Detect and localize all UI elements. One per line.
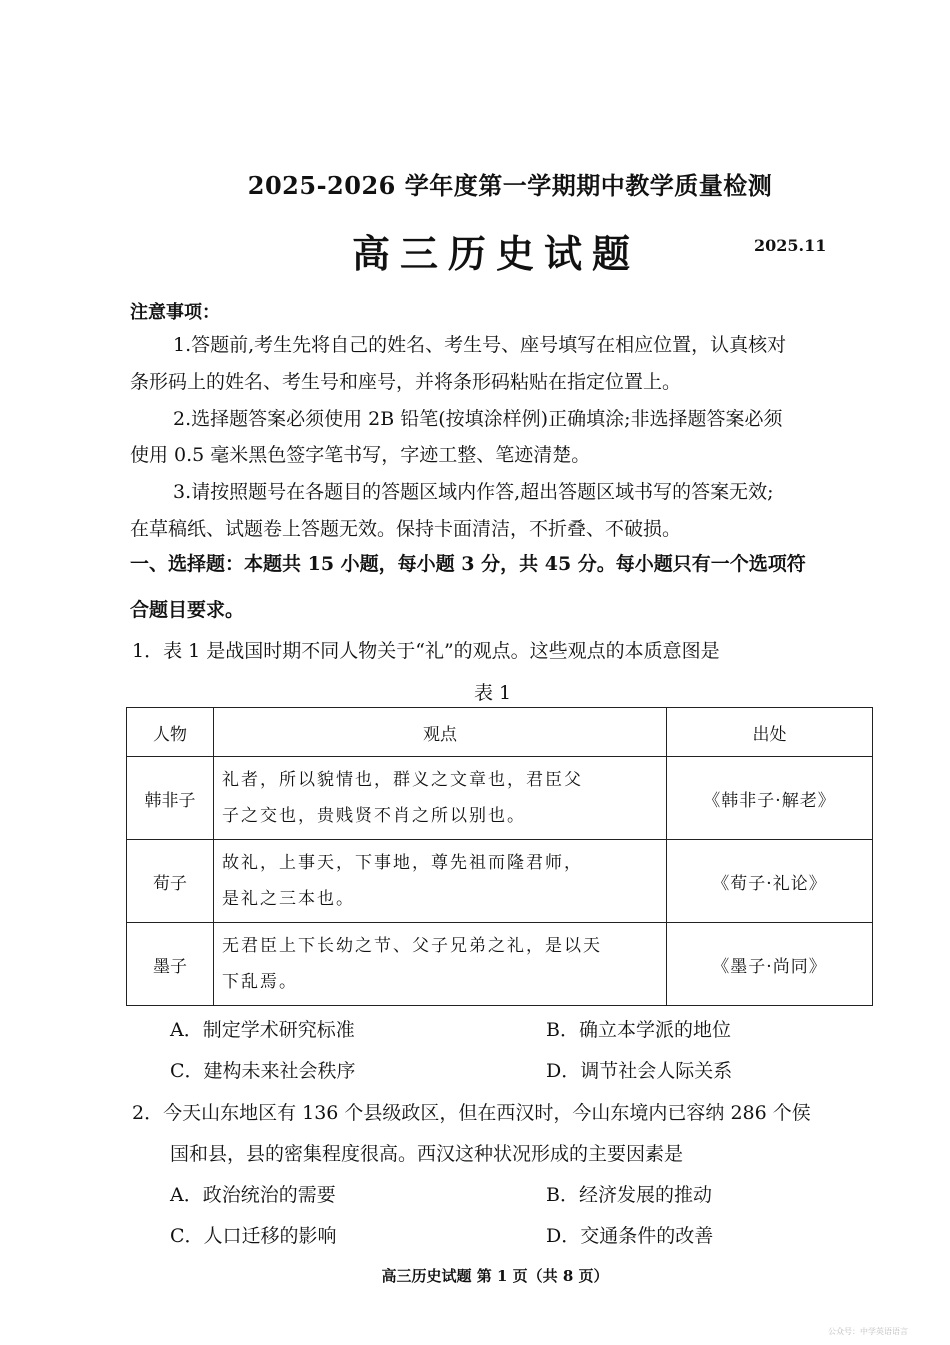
q2-option-a: A．政治统治的需要 [170, 1184, 336, 1206]
view-line: 故礼，上事天，下事地，尊先祖而隆君师， [222, 853, 583, 873]
exam-title: 2025-2026 学年度第一学期期中教学质量检测 [247, 171, 773, 200]
section-heading: 一、选择题：本题共 15 小题，每小题 3 分，共 45 分。每小题只有一个选项符 [130, 553, 806, 575]
q1-option-d: D．调节社会人际关系 [546, 1060, 733, 1082]
cell-person: 墨子 [127, 923, 214, 1006]
question-2-stem: 2．今天山东地区有 136 个县级政区，但在西汉时，今山东境内已容纳 286 个侯 [132, 1102, 811, 1124]
cell-person: 荀子 [127, 840, 214, 923]
notice-line: 使用 0.5 毫米黑色签字笔书写，字迹工整、笔迹清楚。 [130, 444, 591, 466]
exam-date: 2025.11 [754, 236, 827, 255]
notice-line: 条形码上的姓名、考生号和座号，并将条形码粘贴在指定位置上。 [130, 371, 682, 393]
header-person: 人物 [127, 708, 214, 757]
notice-heading: 注意事项： [130, 302, 220, 323]
subject-title: 高三历史试题 [351, 231, 640, 276]
notice-line: 2.选择题答案必须使用 2B 铅笔(按填涂样例)正确填涂;非选择题答案必须 [173, 408, 783, 430]
cell-person: 韩非子 [127, 757, 214, 840]
question-2-stem-cont: 国和县，县的密集程度很高。西汉这种状况形成的主要因素是 [170, 1143, 684, 1165]
table-header-row [127, 708, 873, 757]
q2-option-c: C．人口迁移的影响 [170, 1225, 337, 1247]
table-row [127, 923, 873, 1006]
cell-view [214, 840, 667, 923]
view-line: 礼者，所以貌情也，群义之文章也，君臣父 [222, 770, 583, 790]
watermark: 公众号：中学英语语言 [828, 1327, 908, 1336]
table-row [127, 840, 873, 923]
q2-option-d: D．交通条件的改善 [546, 1225, 714, 1247]
notice-line: 在草稿纸、试题卷上答题无效。保持卡面清洁，不折叠、不破损。 [130, 518, 682, 540]
q1-option-c: C．建构未来社会秩序 [170, 1060, 356, 1082]
q2-option-b: B．经济发展的推动 [546, 1184, 712, 1206]
question-1-stem: 1．表 1 是战国时期不同人物关于“礼”的观点。这些观点的本质意图是 [132, 640, 720, 662]
view-line: 无君臣上下长幼之节、父子兄弟之礼，是以天 [222, 936, 602, 956]
cell-source: 《墨子·尚同》 [667, 923, 873, 1006]
q1-option-b: B．确立本学派的地位 [546, 1019, 731, 1041]
cell-source: 《荀子·礼论》 [667, 840, 873, 923]
q1-option-a: A．制定学术研究标准 [170, 1019, 355, 1041]
notice-line: 3.请按照题号在各题目的答题区域内作答,超出答题区域书写的答案无效; [173, 481, 774, 503]
cell-view [214, 923, 667, 1006]
view-line: 子之交也，贵贱贤不肖之所以别也。 [222, 806, 526, 826]
cell-source: 《韩非子·解老》 [667, 757, 873, 840]
viewpoint-table [126, 707, 873, 1006]
notice-line: 1.答题前,考生先将自己的姓名、考生号、座号填写在相应位置，认真核对 [173, 334, 787, 356]
section-heading-cont: 合题目要求。 [130, 599, 245, 621]
view-line: 是礼之三本也。 [222, 889, 355, 909]
page-footer: 高三历史试题 第 1 页（共 8 页） [381, 1267, 609, 1285]
cell-view [214, 757, 667, 840]
table-row [127, 757, 873, 840]
header-view: 观点 [214, 708, 667, 757]
view-line: 下乱焉。 [222, 972, 298, 992]
table-caption: 表 1 [474, 682, 512, 704]
header-source: 出处 [667, 708, 873, 757]
